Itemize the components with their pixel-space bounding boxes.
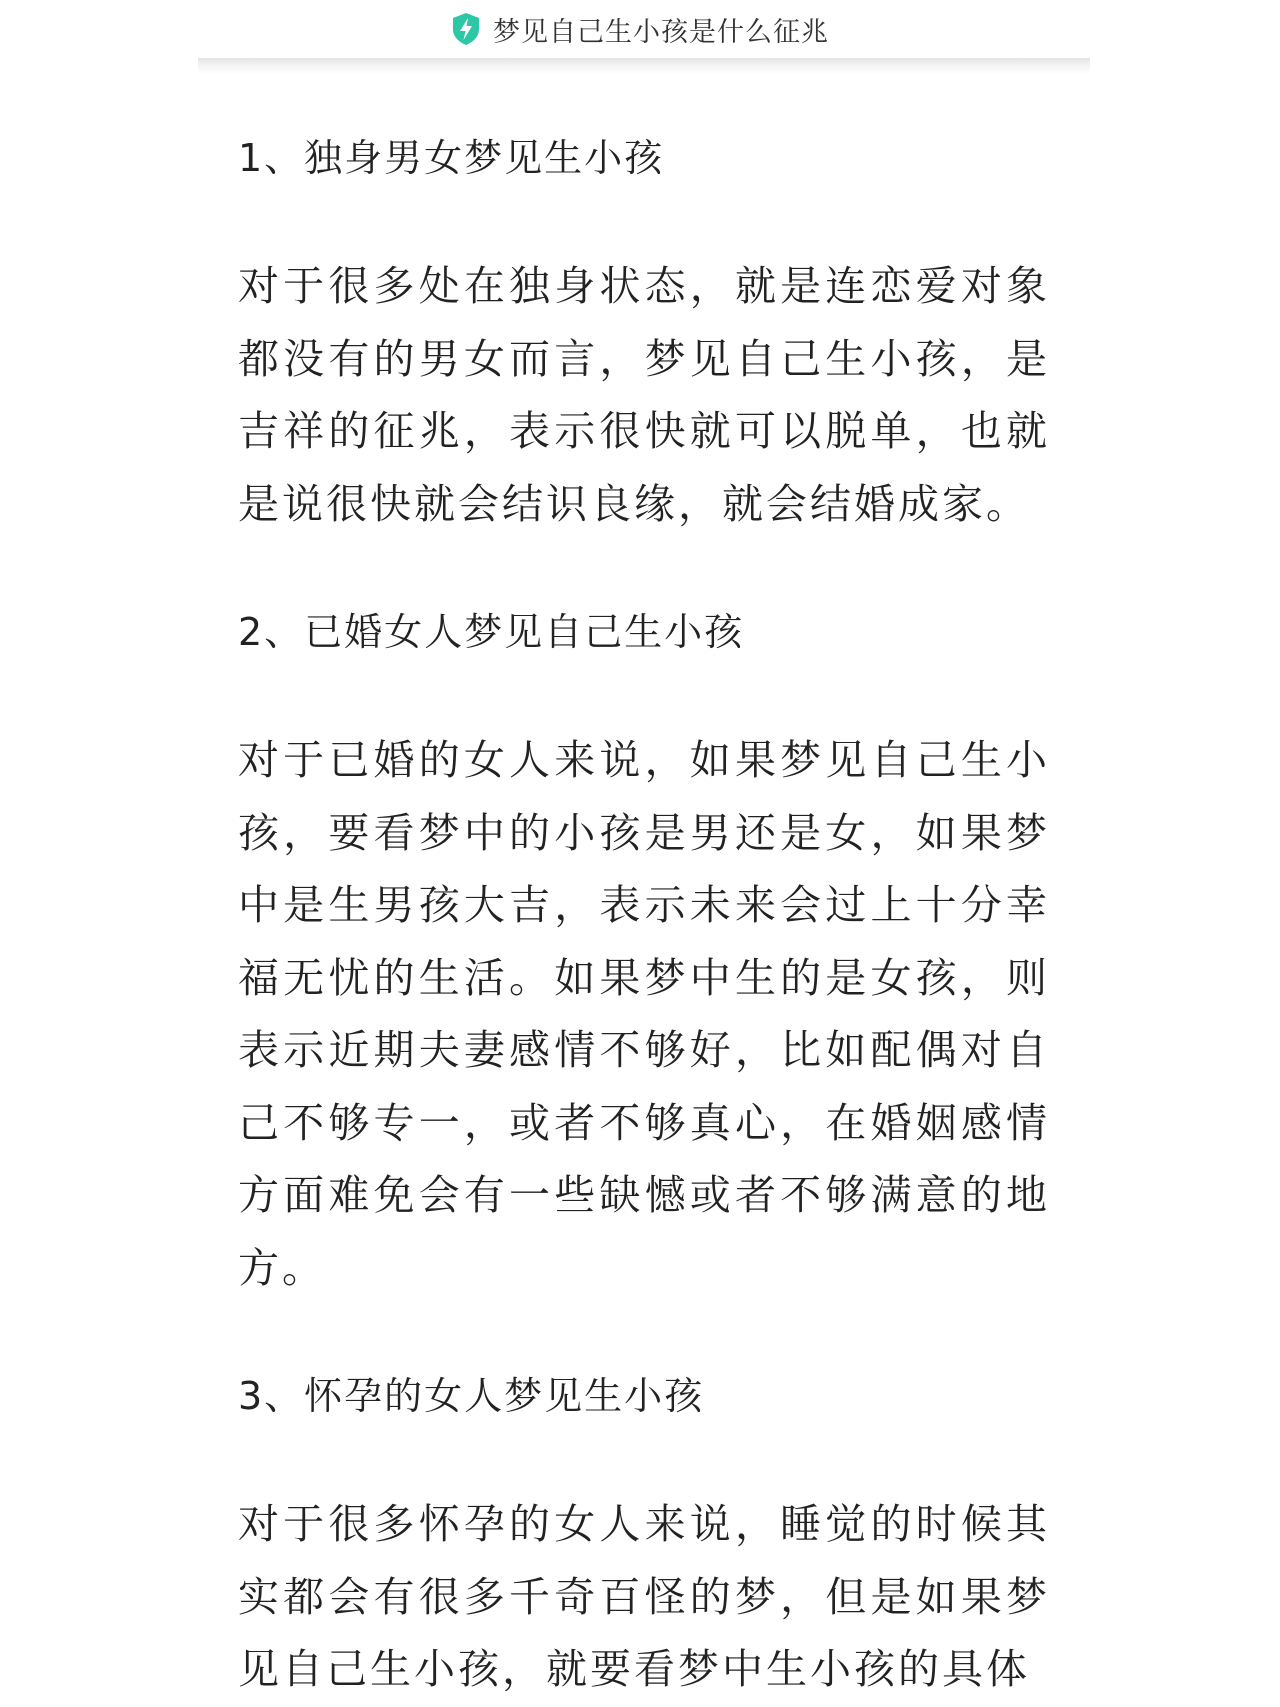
shield-bolt-icon [451, 12, 481, 46]
article-content [238, 122, 1050, 1706]
title-bar [0, 0, 1280, 58]
section-heading-1: 1、独身男女梦见生小孩 [238, 136, 665, 180]
page-title: 梦见自己生小孩是什么征兆 [493, 16, 829, 48]
section-body-1: 对于很多处在独身状态，就是连恋爱对象都没有的男女而言，梦见自己生小孩，是吉祥的征兆，表示很快就可以脱单，也就是说很快就会结识良缘，就会结婚成家。 [238, 262, 1050, 528]
section-body-3: 对于很多怀孕的女人来说，睡觉的时候其实都会有很多千奇百怪的梦，但是如果梦见自己生小孩，就要看梦中生小孩的具体 [238, 1500, 1050, 1693]
section-heading-2: 2、已婚女人梦见自己生小孩 [238, 610, 745, 654]
header-divider [198, 58, 1090, 74]
section-heading-3: 3、怀孕的女人梦见生小孩 [238, 1374, 705, 1418]
section-body-2: 对于已婚的女人来说，如果梦见自己生小孩，要看梦中的小孩是男还是女，如果梦中是生男孩大吉，表示未来会过上十分幸福无忧的生活。如果梦中生的是女孩，则表示近期夫妻感情不够好，比如配偶对自己不够专一，或者不够真心，在婚姻感情方面难免会有一些缺憾或者不够满意的地方。 [238, 736, 1050, 1292]
